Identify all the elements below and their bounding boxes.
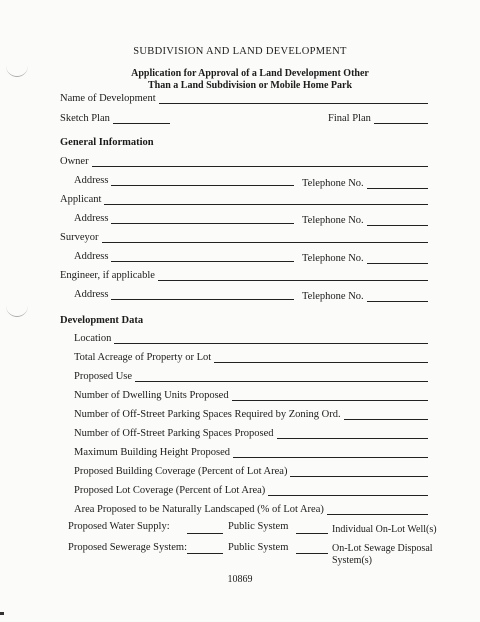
surveyor-telephone-field[interactable] xyxy=(367,253,428,264)
building-coverage-label: Proposed Building Coverage (Percent of Lot Area) xyxy=(74,466,288,477)
sewer-public-checkbox-line[interactable] xyxy=(187,553,223,554)
location-row xyxy=(74,333,428,344)
sketch-plan-row xyxy=(60,113,170,124)
landscaped-field[interactable] xyxy=(327,504,428,515)
engineer-row xyxy=(60,270,428,281)
max-height-row xyxy=(74,447,428,458)
owner-address-label: Address xyxy=(74,175,109,186)
development-data-heading: Development Data xyxy=(60,315,144,326)
engineer-label: Engineer, if applicable xyxy=(60,270,155,281)
name-of-development-field[interactable] xyxy=(159,93,428,104)
name-of-development-row xyxy=(60,93,428,104)
form-title: SUBDIVISION AND LAND DEVELOPMENT xyxy=(133,46,347,57)
dwelling-units-row xyxy=(74,390,428,401)
surveyor-address-field[interactable] xyxy=(111,251,294,262)
subtitle-line-1: Application for Approval of a Land Development Other xyxy=(131,68,369,79)
sketch-plan-label: Sketch Plan xyxy=(60,113,110,124)
water-public-checkbox-line[interactable] xyxy=(187,533,223,534)
building-coverage-row xyxy=(74,466,428,477)
sewer-onlot-checkbox-line[interactable] xyxy=(296,553,328,554)
location-field[interactable] xyxy=(114,333,428,344)
total-acreage-row xyxy=(74,352,428,363)
owner-telephone-row xyxy=(302,178,428,189)
owner-telephone-label: Telephone No. xyxy=(302,178,364,189)
final-plan-field[interactable] xyxy=(374,113,428,124)
owner-label: Owner xyxy=(60,156,89,167)
punch-hole-mark xyxy=(6,306,28,317)
water-supply-label: Proposed Water Supply: xyxy=(68,521,170,532)
surveyor-address-row xyxy=(74,251,294,262)
general-information-heading: General Information xyxy=(60,137,154,148)
engineer-field[interactable] xyxy=(158,270,428,281)
landscaped-row xyxy=(74,504,428,515)
water-individual-checkbox-line[interactable] xyxy=(296,533,328,534)
surveyor-telephone-label: Telephone No. xyxy=(302,253,364,264)
sketch-plan-field[interactable] xyxy=(113,113,170,124)
building-coverage-field[interactable] xyxy=(290,466,428,477)
engineer-address-label: Address xyxy=(74,289,109,300)
parking-proposed-field[interactable] xyxy=(277,428,428,439)
dwelling-units-label: Number of Dwelling Units Proposed xyxy=(74,390,229,401)
sewerage-label: Proposed Sewerage System: xyxy=(68,542,187,553)
applicant-field[interactable] xyxy=(104,194,428,205)
water-public-system-label: Public System xyxy=(228,521,289,532)
onlot-sewage-line-1: On-Lot Sewage Disposal xyxy=(332,543,433,554)
applicant-telephone-row xyxy=(302,215,428,226)
owner-telephone-field[interactable] xyxy=(367,178,428,189)
engineer-telephone-label: Telephone No. xyxy=(302,291,364,302)
applicant-telephone-label: Telephone No. xyxy=(302,215,364,226)
owner-address-field[interactable] xyxy=(111,175,294,186)
parking-required-row xyxy=(74,409,428,420)
surveyor-label: Surveyor xyxy=(60,232,99,243)
owner-address-row xyxy=(74,175,294,186)
lot-coverage-label: Proposed Lot Coverage (Percent of Lot Area) xyxy=(74,485,266,496)
surveyor-telephone-row xyxy=(302,253,428,264)
surveyor-address-label: Address xyxy=(74,251,109,262)
landscaped-label: Area Proposed to be Naturally Landscaped (% of Lot Area) xyxy=(74,504,324,515)
lot-coverage-field[interactable] xyxy=(268,485,428,496)
owner-field[interactable] xyxy=(92,156,428,167)
parking-proposed-row xyxy=(74,428,428,439)
total-acreage-field[interactable] xyxy=(214,352,428,363)
form-subtitle xyxy=(0,68,480,92)
dwelling-units-field[interactable] xyxy=(232,390,428,401)
onlot-sewage-label xyxy=(332,543,433,567)
final-plan-label: Final Plan xyxy=(328,113,371,124)
surveyor-row xyxy=(60,232,428,243)
sewer-public-system-label: Public System xyxy=(228,542,289,553)
parking-proposed-label: Number of Off-Street Parking Spaces Proposed xyxy=(74,428,274,439)
applicant-address-field[interactable] xyxy=(111,213,294,224)
total-acreage-label: Total Acreage of Property or Lot xyxy=(74,352,212,363)
surveyor-field[interactable] xyxy=(102,232,429,243)
individual-wells-label: Individual On-Lot Well(s) xyxy=(332,524,437,535)
engineer-telephone-row xyxy=(302,291,428,302)
parking-required-field[interactable] xyxy=(344,409,428,420)
applicant-telephone-field[interactable] xyxy=(367,215,428,226)
location-label: Location xyxy=(74,333,112,344)
applicant-address-row xyxy=(74,213,294,224)
engineer-address-field[interactable] xyxy=(111,289,294,300)
owner-row xyxy=(60,156,428,167)
name-of-development-label: Name of Development xyxy=(60,93,156,104)
proposed-use-label: Proposed Use xyxy=(74,371,133,382)
onlot-sewage-line-2: System(s) xyxy=(332,555,372,566)
proposed-use-field[interactable] xyxy=(135,371,428,382)
parking-required-label: Number of Off-Street Parking Spaces Required by Zoning Ord. xyxy=(74,409,341,420)
engineer-telephone-field[interactable] xyxy=(367,291,428,302)
applicant-row xyxy=(60,194,428,205)
lot-coverage-row xyxy=(74,485,428,496)
final-plan-row xyxy=(328,113,428,124)
applicant-address-label: Address xyxy=(74,213,109,224)
subtitle-line-2: Than a Land Subdivision or Mobile Home Park xyxy=(147,80,353,91)
max-height-field[interactable] xyxy=(233,447,428,458)
engineer-address-row xyxy=(74,289,294,300)
applicant-label: Applicant xyxy=(60,194,102,205)
max-height-label: Maximum Building Height Proposed xyxy=(74,447,231,458)
scan-edge-mark xyxy=(0,612,4,615)
form-number: 10869 xyxy=(227,574,253,585)
proposed-use-row xyxy=(74,371,428,382)
